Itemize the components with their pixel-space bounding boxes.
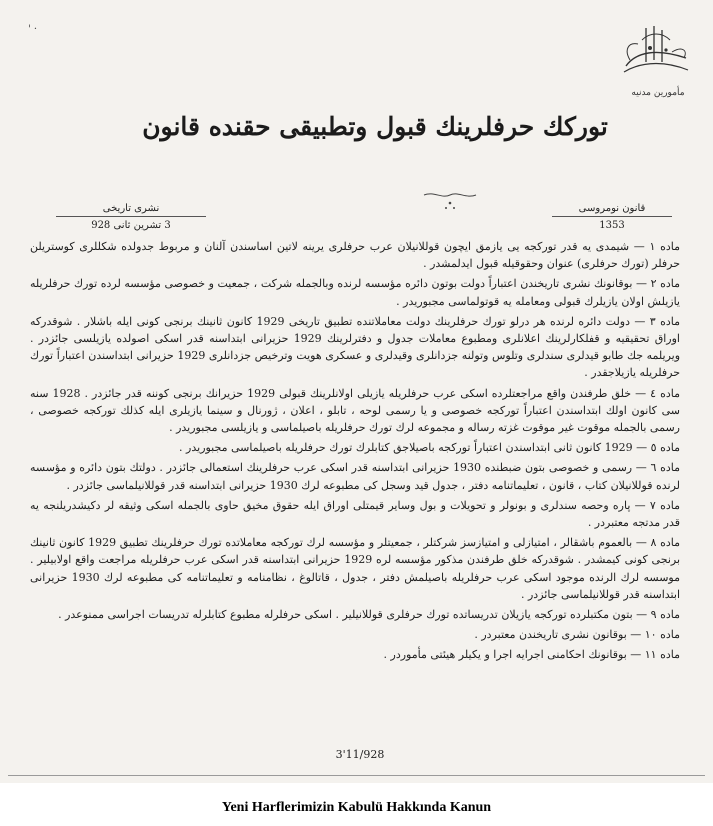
law-number-value: 1353 xyxy=(599,220,625,231)
article-1: ماده ١ — شيمدى يه قدر توركجه يى يازمق ايچون قوللانيلان عرب حرفلرى يرينه لاتين اساسندن آلنان و مربوط جدولده شكللرى كوستريلن حرفلر (تورك حرفلرى) عنوان وحقوقيله قبول ايدلمشدر . xyxy=(30,240,681,271)
image-caption: Yeni Harflerimizin Kabulü Hakkında Kanun xyxy=(221,800,492,815)
article-11: ماده ١١ — بوقانونك احكامنى اجرايه اجرا و يكيلر هيئتى مأموردر . xyxy=(383,648,680,662)
article-7: ماده ٧ — پاره وحصه سندلرى و بونولر و تحويلات و بول وساير قيمتلى اوراق ايله حقوق مخيق حاوى بالجمله اسكى وثيقه لر دكيشدريلنجه يه قدر مدتجه معتبردر . xyxy=(30,498,681,530)
publication-date-label: نشرى تاريخى xyxy=(56,203,206,217)
document-date: 3'11/928 xyxy=(335,748,385,761)
corner-mark: ' · xyxy=(28,24,38,35)
article-5: ماده ٥ — 1929 كانون ثانى ابتداسندن اعتباراً توركجه باصيلاجق كتابلرك تورك حرفلريله باصيلماسى مجبوريدر . xyxy=(179,441,680,455)
article-9: ماده ٩ — بتون مكتبلرده توركجه يازيلان تدريساتده تورك حرفلرى قوللانيلير . اسكى حرفلرله مطبوع كتابلرله تدريسات اجراسى ممنوعدر . xyxy=(58,608,680,622)
scan-bottom-rule xyxy=(8,775,705,776)
article-8: ماده ٨ — بالعموم باشقالر ، امتيازلى و امتيازسز شركتلر ، جمعيتلر و مؤسسه لرك توركجه معاملاتده تورك حرفلرينك تطبيق 1929 كانون ثانينك برنجى كونى كيمشدر . شوقدركه خلق طرفندن مذكور مؤسسه لره 1929 حزيرانى ابتداسنه قدر اسكى عرب حرفلريله مراجعت واقع اولابيلير . موسسه لرك الرنده موجود اسكى عرب حرفلريله باصيلمش دفتر ، جدول ، قاتالوغ ، نظامنامه و تعليماتنامه كى مطبوعه لرك 1930 حزيرانى ابتداسنه قدر قوللانيلماسى جائزدر . xyxy=(30,536,681,601)
seal-subtitle: مأمورين مدنيه xyxy=(631,88,685,98)
law-articles xyxy=(30,238,680,667)
flourish-ornament-icon xyxy=(420,187,480,215)
law-number-block xyxy=(552,203,672,231)
article-10: ماده ١٠ — بوقانون نشرى تاريخندن معتبردر . xyxy=(474,628,680,642)
law-number-label: قانون نومروسى xyxy=(552,203,672,217)
article-6: ماده ٦ — رسمى و خصوصى بتون ضبطنده 1930 حزيرانى ابتداسنه قدر اسكى عرب حرفلرينك استعمالى جائزدر . دولتك بتون دائره و مؤسسه لرنده قوللانيلان كتاب ، قانون ، تعليماتنامه دفتر ، جدول قيد وسجل كى مطبوعه لرك 1930 حزيرانى ابتداسنه قدر قوللانيلماسى جائزدر . xyxy=(30,461,681,492)
article-3: ماده ٣ — دولت دائره لرنده هر درلو تورك حرفلرينك دولت معاملاتنده تطبيق تاريخى 1929 كانون ثانينك برنجى كونى ايله باشلار . شوقدركه اوراق تحقيقيه و قفلكارلرينك اعلانلرى ومطبوع معاملات جدول و دفترلرينك 1929 حزيرانى ابتداسنه قدر اسكى اصولده يازيلسى جائزدر . ويريلمه جك طابو قيدلرى سندلرى وتلوس وتولنه جزدانلرى وقيدلرى و عسكرى هويت وترخيص جزدانلرى 1929 حزيرانى ابتداسندن اعتباراً تورك حرفلريله يازيلاجقدر . xyxy=(30,314,681,380)
publication-date-block xyxy=(56,203,206,231)
publication-date-value: 3 تشرين ثانى 928 xyxy=(91,220,171,231)
tughra-seal-icon xyxy=(616,22,694,82)
article-4: ماده ٤ — خلق طرفندن واقع مراجعتلرده اسكى عرب حرفلريله يازيلى اولانلرينك قبولى 1929 حزيرانك برنجى كوننه قدر جائزدر . 1928 سنه سى كانون اولك ابتداسندن اعتباراً توركجه خصوصى و يا رسمى لوحه ، تابلو ، اعلان ، ژورنال و سينما يازيلرى ايله كذلك توركجه خصوصى ، رسمى بالجمله موقوت غير موقوت غزته رساله و مجموعه لرك تورك حرفلريله باصيلماسى و يازيلسى مجبوريدر . xyxy=(30,386,681,435)
law-title: توركك حرفلرينك قبول وتطبيقى حقنده قانون xyxy=(142,112,608,141)
article-2: ماده ٢ — بوقانونك نشرى تاريخندن اعتباراً دولت بوتون دائره مؤسسه لرنده وبالجمله شركت ، جمعيت و خصوصى مؤسسه لرده تورك حرفلريله يازيلش اولان يازيلرك قبولى ومعامله يه قوتولماسى مجبوريدر . xyxy=(30,277,680,308)
